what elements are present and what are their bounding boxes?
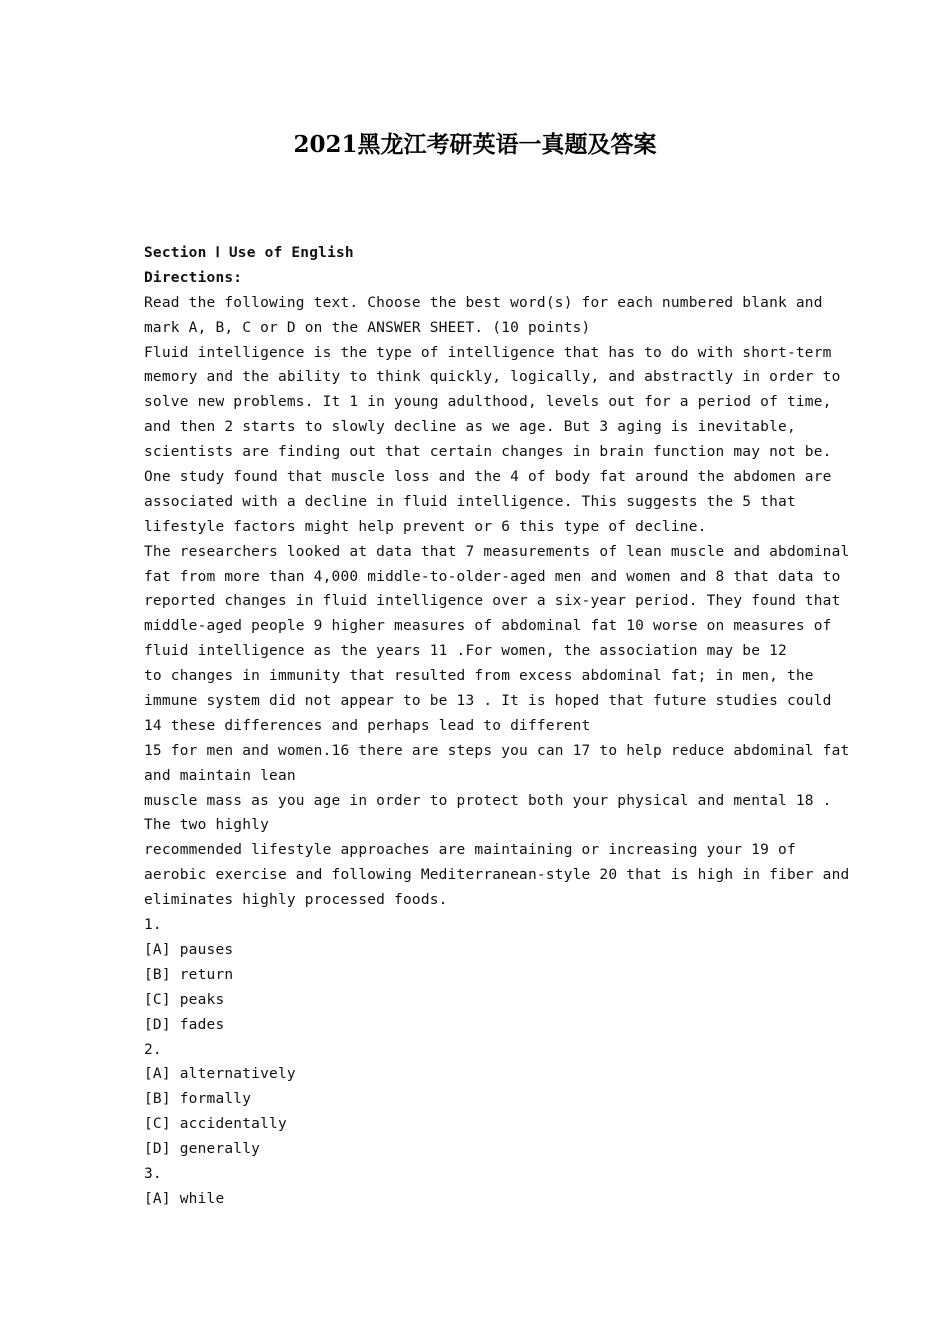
text-line: lifestyle factors might help prevent or 6 this type of decline. [144, 518, 707, 535]
text-line: 2. [144, 1041, 162, 1058]
text-line: mark A, B, C or D on the ANSWER SHEET. (10 points) [144, 319, 591, 336]
text-line: associated with a decline in fluid intelligence. This suggests the 5 that [144, 493, 796, 510]
text-line: muscle mass as you age in order to protect both your physical and mental 18 . [144, 792, 832, 809]
text-line: [D] fades [144, 1016, 225, 1033]
directions-label: Directions: [144, 269, 243, 286]
text-line: 15 for men and women.16 there are steps you can 17 to help reduce abdominal fat [144, 742, 850, 759]
text-line: [C] peaks [144, 991, 225, 1008]
text-line: 1. [144, 917, 162, 934]
text-line: immune system did not appear to be 13 . It is hoped that future studies could [144, 693, 832, 710]
text-line: and maintain lean [144, 767, 296, 784]
text-line: [C] accidentally [144, 1116, 287, 1133]
text-line: solve new problems. It 1 in young adulthood, levels out for a period of time, [144, 394, 832, 411]
text-line: [A] pauses [144, 941, 234, 958]
text-line: reported changes in fluid intelligence over a six-year period. They found that [144, 593, 841, 610]
text-lines [144, 291, 850, 1212]
text-line: aerobic exercise and following Mediterranean-style 20 that is high in fiber and [144, 867, 850, 884]
page-title: 2021黑龙江考研英语一真题及答案 [293, 131, 657, 158]
text-line: to changes in immunity that resulted from excess abdominal fat; in men, the [144, 668, 814, 685]
section-heading: Section Ⅰ Use of English [144, 245, 354, 261]
text-line: scientists are finding out that certain changes in brain function may not be. [144, 444, 832, 461]
text-line: The researchers looked at data that 7 measurements of lean muscle and abdominal [144, 543, 850, 560]
text-line: [A] while [144, 1190, 225, 1207]
text-line: [B] return [144, 966, 234, 983]
text-line: and then 2 starts to slowly decline as we age. But 3 aging is inevitable, [144, 419, 796, 436]
text-line: [A] alternatively [144, 1066, 296, 1083]
text-line: fat from more than 4,000 middle-to-older-aged men and women and 8 that data to [144, 568, 841, 585]
text-line: [B] formally [144, 1091, 252, 1108]
text-line: The two highly [144, 817, 270, 834]
text-line: [D] generally [144, 1141, 261, 1158]
text-line: Fluid intelligence is the type of intelligence that has to do with short-term [144, 344, 832, 361]
text-line: Read the following text. Choose the best word(s) for each numbered blank and [144, 294, 823, 311]
text-line: fluid intelligence as the years 11 .For women, the association may be 12 [144, 643, 787, 660]
document-body [144, 241, 850, 1212]
text-line: 3. [144, 1165, 162, 1182]
text-line: 14 these differences and perhaps lead to different [144, 717, 591, 734]
text-line: recommended lifestyle approaches are maintaining or increasing your 19 of [144, 842, 796, 859]
text-line: One study found that muscle loss and the 4 of body fat around the abdomen are [144, 469, 832, 486]
text-line: eliminates highly processed foods. [144, 892, 448, 909]
text-line: memory and the ability to think quickly, logically, and abstractly in order to [144, 369, 841, 386]
text-line: middle-aged people 9 higher measures of abdominal fat 10 worse on measures of [144, 618, 832, 635]
